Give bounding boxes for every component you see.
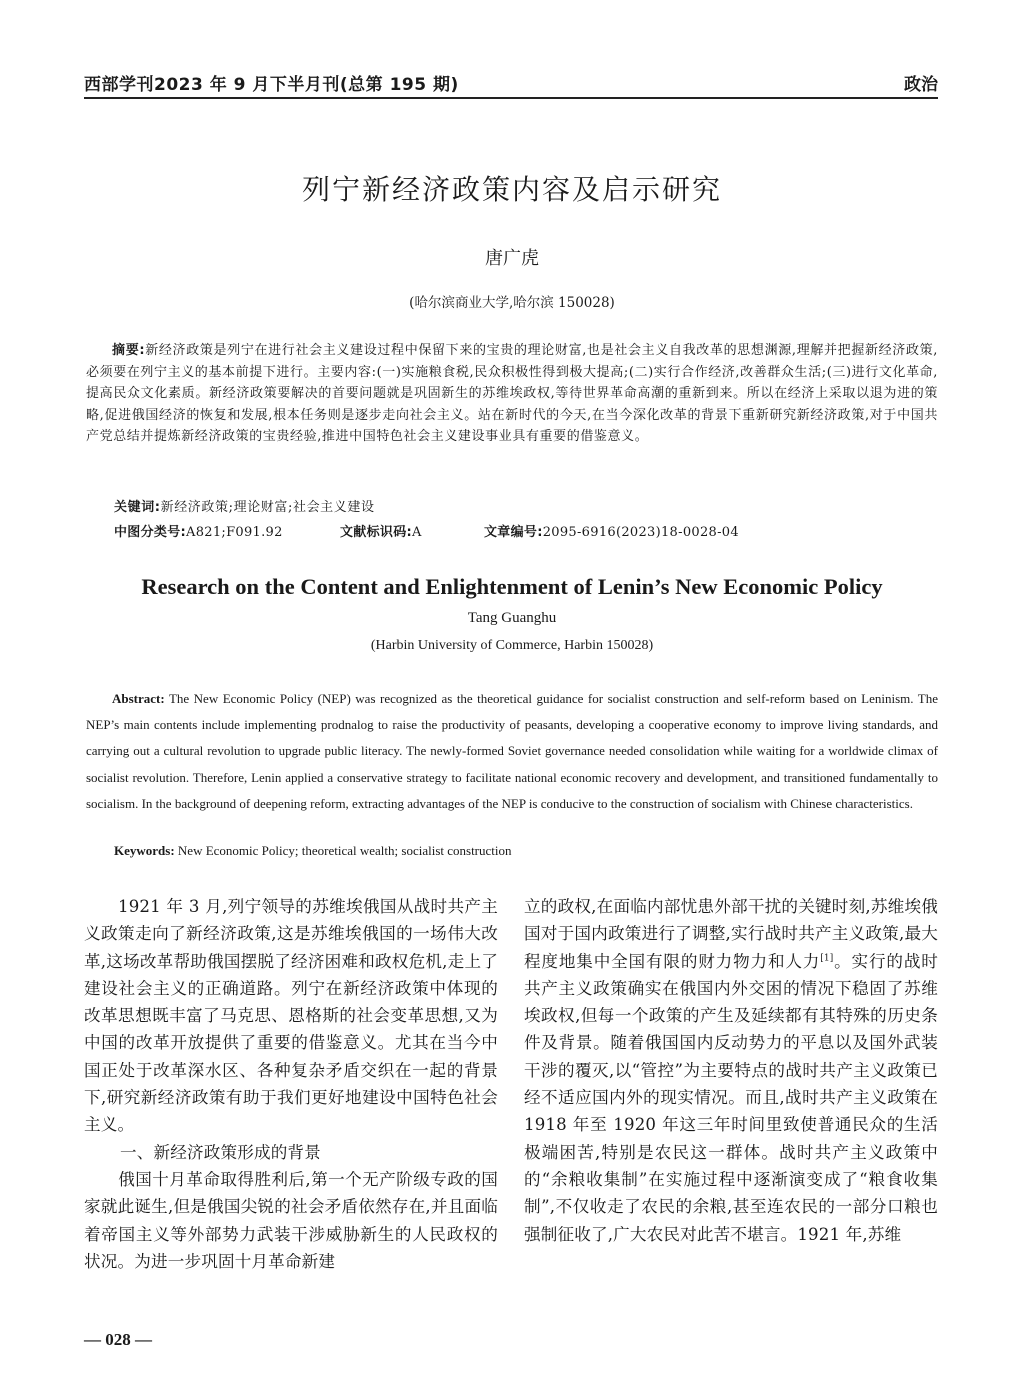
abstract-en-label: Abstract: [112, 691, 165, 706]
affiliation-cn: (哈尔滨商业大学,哈尔滨 150028) [409, 295, 615, 311]
document-code [340, 521, 422, 540]
abstract-cn-label: 摘要: [112, 343, 146, 358]
author-en: Tang Guanghu [467, 610, 557, 626]
body-paragraph [84, 1166, 498, 1275]
keywords-cn [114, 496, 375, 515]
article-title-en: Research on the Content and Enlightenment of Lenin’s New Economic Policy [141, 574, 883, 599]
article-no-value: 2095-6916(2023)18-0028-04 [542, 525, 739, 540]
affiliation-en: (Harbin University of Commerce, Harbin 150028) [370, 638, 654, 653]
paragraph-text: 俄国十月革命取得胜利后,第一个无产阶级专政的国家就此诞生,但是俄国尖锐的社会矛盾依然存在,并且面临着帝国主义等外部势力武装干涉威胁新生的人民政权的状况。为进一步巩固十月革命新建 [84, 1169, 498, 1271]
abstract-cn-text: 新经济政策是列宁在进行社会主义建设过程中保留下来的宝贵的理论财富,也是社会主义自我改革的思想渊源,理解并把握新经济政策,必须要在列宁主义的基本前提下进行。主要内容:(一)实施粮食税,民众积极性得到极大提高;(二)实行合作经济,改善群众生活;(三)进行文化革命,提高民众文化素质。新经济政策要解决的首要问题就是巩固新生的苏维埃政权,等待世界革命高潮的重新到来。所以在经济上采取以退为进的策略,促进俄国经济的恢复和发展,根本任务则是逐步走向社会主义。站在新时代的今天,在当今深化改革的背景下重新研究新经济政策,对于中国共产党总结并提炼新经济政策的宝贵经验,推进中国特色社会主义建设事业具有重要的借鉴意义。 [86, 343, 938, 445]
body-column-left [84, 893, 498, 1275]
page-number: — 028 — [84, 1330, 152, 1349]
section-heading: 一、新经济政策形成的背景 [120, 1142, 321, 1162]
body-column-right [524, 893, 938, 1248]
article-no-label: 文章编号: [484, 525, 543, 540]
section-label: 政治 [904, 75, 938, 95]
keywords-cn-text: 新经济政策;理论财富;社会主义建设 [160, 500, 375, 515]
article-title-cn: 列宁新经济政策内容及启示研究 [301, 173, 722, 206]
keywords-en-text: New Economic Policy; theoretical wealth; socialist construction [177, 843, 512, 858]
citation-ref: [1] [820, 953, 834, 964]
doc-code-label: 文献标识码: [340, 525, 412, 540]
abstract-cn [86, 340, 938, 448]
keywords-en [114, 843, 512, 859]
article-number [484, 521, 739, 540]
paragraph-text: 。实行的战时共产主义政策确实在俄国内外交困的情况下稳固了苏维埃政权,但每一个政策的产生及延续都有其特殊的历史条件及背景。随着俄国国内反动势力的平息以及国外武装干涉的覆灭,以“管控”为主要特点的战时共产主义政策已经不适应国内外的现实情况。而且,战时共产主义政策在 1918 年至 1920 年这三年时间里致使普通民众的生活极端困苦,特别是农民这一群体。战时共产主义政策中的“余粮收集制”在实施过程中逐渐演变成了“粮食收集制”,不仅收走了农民的余粮,甚至连农民的一部分口粮也强制征收了,广大农民对此苦不堪言。1921 年,苏维 [524, 951, 938, 1244]
clc-value: A821;F091.92 [186, 525, 283, 540]
abstract-en-text: The New Economic Policy (NEP) was recognized as the theoretical guidance for socialist construction and self-reform based on Leninism. The NEP’s main contents include implementing prodnalog to raise the productivity of peasants, developing a cooperative economy to improve living standards, and carrying out a cultural revolution to upgrade public literacy. The newly-formed Soviet governance needed consolidation while waiting for a worldwide climax of socialist revolution. Therefore, Lenin applied a conservative strategy to facilitate national economic recovery and development, and transitioned fundamentally to socialism. In the background of deepening reform, extracting advantages of the NEP is conducive to the construction of socialism with Chinese characteristics. [86, 691, 938, 811]
doc-code-value: A [412, 525, 422, 540]
journal-issue-header: 西部学刊2023 年 9 月下半月刊(总第 195 期) [84, 75, 459, 95]
paragraph-text: 1921 年 3 月,列宁领导的苏维埃俄国从战时共产主义政策走向了新经济政策,这是苏维埃俄国的一场伟大改革,这场改革帮助俄国摆脱了经济困难和政权危机,走上了建设社会主义的正确道路。列宁在新经济政策中体现的改革思想既丰富了马克思、恩格斯的社会变革思想,又为中国的改革开放提供了重要的借鉴意义。尤其在当今中国正处于改革深水区、各种复杂矛盾交织在一起的背景下,研究新经济政策有助于我们更好地建设中国特色社会主义。 [84, 897, 498, 1135]
paragraph-text: 立的政权,在面临内部忧患外部干扰的关键时刻,苏维埃俄国对于国内政策进行了调整,实行战时共产主义政策,最大程度地集中全国有限的财力物力和人力 [524, 897, 938, 971]
keywords-cn-label: 关键词: [114, 500, 161, 515]
header-rule [84, 97, 938, 99]
clc-label: 中图分类号: [114, 525, 186, 540]
body-paragraph [524, 893, 938, 1248]
clc-number [114, 521, 283, 540]
abstract-en [86, 686, 938, 817]
body-paragraph [84, 893, 498, 1139]
author-cn: 唐广虎 [485, 248, 539, 269]
keywords-en-label: Keywords: [114, 843, 175, 858]
